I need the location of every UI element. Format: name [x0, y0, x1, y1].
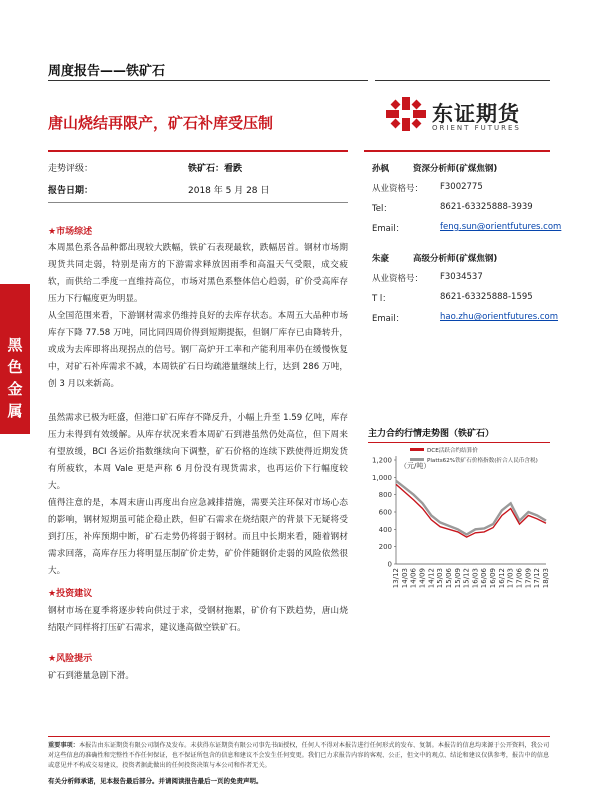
legend-swatch — [410, 458, 424, 461]
market-para-4: 值得注意的是，本周末唐山再度出台应急减排措施，需要关注环保对市场心态的影响，钢材短期虽可能企稳止跌，但矿石需求在烧结限产的背景下无疑将受到打压，补库预期中断，矿石走势仍将弱于钢材。而且中长期来看，随着钢材需求回落，高库存压力将明显压制矿价走势，矿价伴随钢价走弱的风险依然很大。 — [48, 498, 348, 576]
market-para-2: 从全国范围来看，下游钢材需求仍维持良好的去库存状态。本周五大品种市场库存下降 77.58 万吨，同比同四周价得到短期提振，但钢厂库存已由降转升，或成为去库即将出现拐点的信号。钢厂高炉开工率和产能利用率仍在缓慢恢复中，对矿石补库需求不减，本周铁矿石日均疏港量继续上行，达到 286 万吨，创 3 月以来新高。 — [48, 311, 348, 389]
series-line — [396, 481, 546, 535]
rating-value: 铁矿石：看跌 — [188, 164, 243, 174]
series-line — [396, 484, 546, 537]
cert-label: 从业资格号： — [372, 274, 424, 284]
side-tab-text: 黑色金属 — [7, 336, 23, 420]
x-tick-label: 13/12 — [392, 568, 400, 589]
section-risk-title: ★风险提示 — [48, 654, 93, 664]
x-tick-label: 14/06 — [409, 568, 418, 589]
footer-rule — [48, 736, 550, 737]
analyst-role: 资深分析师(矿煤焦钢) — [413, 164, 498, 174]
risk-para: 矿石到港量急剧下滑。 — [48, 671, 134, 681]
x-tick-label: 14/03 — [400, 568, 409, 589]
orient-futures-logo-icon — [386, 97, 426, 131]
legend-swatch — [410, 448, 424, 451]
tel-label: Tel： — [372, 204, 392, 214]
logo-text-en: ORIENT FUTURES — [432, 124, 521, 132]
chart-title-rule — [368, 442, 550, 443]
x-tick-label: 18/03 — [542, 568, 550, 589]
x-tick-label: 17/09 — [524, 568, 533, 589]
disclaimer-text: 本报告由东证期货有限公司制作及发布。未获得东证期货有限公司事先书面授权，任何人不得对本报告进行任何形式的发布、复制。本报告的信息均来源于公开资料，我公司对这些信息的准确性和完整性不作任何保证，也不保证所包含的信息和建议不会发生任何变更。我们已力求报告内容的客观、公正，但文中的观点、结论和建议仅供参考，报告中的信息或意见并不构成交易建议，投资者据此做出的任何投资决策与本公司和作者无关。 — [48, 742, 550, 769]
x-tick-label: 14/12 — [427, 568, 436, 589]
cert-value: F3034537 — [440, 272, 483, 282]
analyst-2 — [372, 252, 558, 332]
title-rule-right — [364, 150, 550, 152]
x-tick-label: 17/12 — [533, 568, 542, 589]
cert-label: 从业资格号： — [372, 184, 424, 194]
report-title: 唐山烧结再限产，矿石补库受压制 — [48, 114, 274, 132]
tel-value: 8621-63325888-1595 — [440, 292, 533, 302]
y-axis-label: （元/吨） — [400, 462, 431, 470]
email-label: Email： — [372, 224, 405, 234]
invest-para: 钢材市场在夏季将逐步转向供过于求，受钢材拖累，矿价有下跌趋势，唐山烧结限产同样将打压矿石需求，建议逢高做空铁矿石。 — [48, 606, 348, 633]
email-label: Email： — [372, 314, 405, 324]
email-link[interactable]: feng.sun@orientfutures.com — [440, 222, 562, 232]
analyst-name: 朱豪 — [372, 254, 390, 264]
section-invest-title: ★投资建议 — [48, 589, 93, 599]
tel-value: 8621-63325888-3939 — [440, 202, 533, 212]
x-tick-label: 16/09 — [489, 568, 498, 589]
date-value: 2018 年 5 月 28 日 — [188, 186, 270, 196]
x-tick-label: 15/12 — [462, 568, 471, 589]
meta-rule — [48, 202, 348, 203]
x-tick-label: 15/06 — [444, 568, 453, 589]
x-tick-label: 17/03 — [506, 568, 515, 589]
y-tick-label: 400 — [378, 525, 392, 534]
title-rule — [48, 150, 348, 152]
report-type: 周度报告——铁矿石 — [48, 64, 166, 79]
y-tick-label: 1,200 — [371, 456, 392, 465]
y-tick-label: 600 — [378, 508, 392, 517]
x-tick-label: 14/09 — [418, 568, 427, 589]
category-side-tab — [0, 284, 30, 434]
y-tick-label: 800 — [378, 491, 392, 500]
rating-label: 走势评级： — [48, 164, 94, 174]
section-market-title: ★市场综述 — [48, 227, 93, 237]
x-tick-label: 15/09 — [453, 568, 462, 589]
x-tick-label: 16/06 — [480, 568, 489, 589]
x-tick-label: 16/12 — [497, 568, 506, 589]
disclaimer — [48, 741, 550, 771]
disclaimer-label: 重要事项： — [48, 742, 79, 749]
email-link[interactable]: hao.zhu@orientfutures.com — [440, 312, 559, 322]
analyst-1 — [372, 162, 561, 242]
legend-label: Platts62%铁矿石价格指数(折合人民币含税) — [427, 458, 538, 464]
analyst-name: 孙枫 — [372, 164, 390, 174]
tel-label: T l： — [372, 294, 391, 304]
x-tick-label: 16/03 — [471, 568, 480, 589]
y-tick-label: 200 — [378, 543, 392, 552]
analyst-role: 高级分析师(矿煤焦钢) — [413, 254, 498, 264]
legend-label: DCE活跃合约结算价 — [427, 448, 478, 454]
logo-text-cn: 东证期货 — [432, 102, 520, 126]
x-tick-label: 15/03 — [436, 568, 445, 589]
date-label: 报告日期： — [48, 186, 94, 196]
market-para-3: 虽然需求已极为旺盛，但港口矿石库存不降反升，小幅上升至 1.59 亿吨，库存压力未得到有效缓解。从库存状况来看本周矿石到港虽然仍处高位，但下周来有望放缓，BCI 各运价指数继续向下调整，矿石价格的连续下跌使得近期发货有所疲软，本周 Vale 更是声称 6 月份没有现货需求，也再运价下行幅度较大。 — [48, 413, 348, 491]
header-rule-right — [375, 80, 550, 81]
price-trend-chart — [366, 446, 552, 606]
y-tick-label: 1,000 — [371, 473, 392, 482]
footer-note: 有关分析师承诺，见本报告最后部分。并请阅读报告最后一页的免责声明。 — [48, 777, 263, 785]
header-rule — [48, 80, 368, 81]
chart-title: 主力合约行情走势图（铁矿石） — [368, 429, 495, 439]
x-tick-label: 17/06 — [515, 568, 524, 589]
market-para-1: 本周黑色系各品种都出现较大跌幅，铁矿石表现最软，跌幅居首。钢材市场期现货共同走弱，特别是南方的下游需求释放因雨季和高温天气受限，成交疲软，而供给二季度一直维持高位，市场对黑色系整体信心趋弱，矿价受高库存压力下行幅度更为明显。 — [48, 243, 348, 304]
cert-value: F3002775 — [440, 182, 483, 192]
y-tick-label: 0 — [387, 560, 392, 569]
